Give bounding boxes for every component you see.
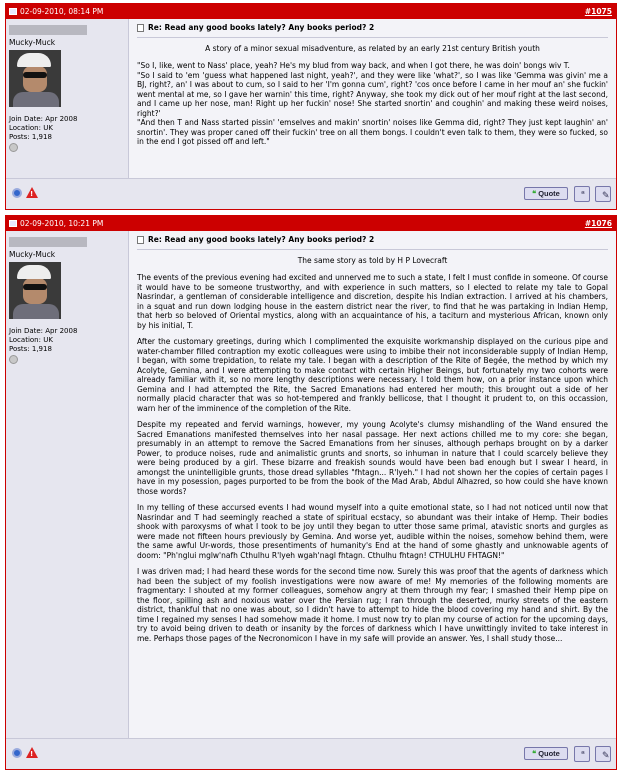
user-info bbox=[9, 115, 77, 142]
post-body bbox=[128, 231, 616, 739]
join-date: Join Date: Apr 2008 bbox=[9, 327, 78, 335]
post-paragraph: I was driven mad; I had heard these words for the second time now. Surely this was proof that the agents of darkness which had been the subject of my foolish investigations were now aware of me! My memories of the following moments are fragmentary: I shouted at my former colleagues, somehow angry at them through my fear; I smashed their Hemp pipe on the floor, spilling ash and noxious water over the Persian rug; I ran through the deserted, murky streets of the eastern district, thankful that no one was about, so I didn't have to attempt to hide the blood covering my hand and shirt. By the time I regained my senses I had somehow made it home. I must now try to plan my course of action for the upcoming days, try to avoid being driven to death or insanity by the forces of darkness which I have unwittingly invited to take interest in me. Perhaps those pages of the Necronomicon I have in my safe will provide an answer. Yes, I shall study those... bbox=[137, 567, 608, 643]
user-location: Location: UK bbox=[9, 124, 53, 132]
post-icon bbox=[9, 8, 17, 15]
multi-quote-button[interactable]: “ bbox=[574, 746, 590, 762]
quote-button[interactable]: ❝ Quote bbox=[524, 747, 568, 760]
post-paragraph: "So I, like, went to Nass' place, yeah? He's my blud from way back, and when I got there, he was doin' bongs wiv T. "So I said to 'em 'guess what happened last night, yeah?', and they were like 'what?', so I was like 'Gemma was givin' me a BJ, right?, an' I was about to cum, so I said to her 'I'm gonna cum', right? 'cos once before I came in her mouf an' she fuckin' went mental at me, so I gave her warnin' this time, right? Anyway, she took my dick out of her mouf right at the last second, and I came up her nose, man! Right up her fuckin' nose! She started snortin' and coughin' and making these weird noises, right?' "And then T and Nass started pissin' 'emselves and makin' snortin' noises like Gemma did, right? They just kept laughin' an' snortin'. They was proper caned off their fuckin' tree on all them bongs. I couldn't even talk to them, they were so fucked, so in the end I got pissed off and left." bbox=[137, 61, 608, 146]
join-date: Join Date: Apr 2008 bbox=[9, 115, 78, 123]
post-title bbox=[137, 235, 608, 245]
post-number-link[interactable]: #1076 bbox=[584, 219, 612, 228]
post-title bbox=[137, 23, 608, 33]
post-count: Posts: 1,918 bbox=[9, 133, 52, 141]
post-count: Posts: 1,918 bbox=[9, 345, 52, 353]
quote-icon: ❝ bbox=[532, 749, 537, 758]
post-header bbox=[6, 4, 616, 19]
post-subtitle: The same story as told by H P Lovecraft bbox=[297, 255, 448, 265]
post-footer bbox=[6, 738, 616, 769]
user-sidebar bbox=[6, 231, 126, 739]
post-header bbox=[6, 216, 616, 231]
post-icon bbox=[9, 220, 17, 227]
report-post-icon[interactable]: ! bbox=[26, 187, 38, 198]
multi-quote-button[interactable]: “ bbox=[574, 186, 590, 202]
user-sidebar bbox=[6, 19, 126, 179]
divider bbox=[137, 249, 608, 250]
document-icon bbox=[137, 236, 144, 244]
post-paragraph: Despite my repeated and fervid warnings, however, my young Acolyte's clumsy mishandling of the Wand ensured the Sacred Emanations manifested themselves into her nasal passage. Her next actions chilled me to my core: she began, presumably in an attempt to remove the Sacred Emanations from her sinuses, although perhaps brought on by a darker Power, to produce noises, rude and animalistic grunts and snorts, so inhuman in nature that I could scarcely believe they were being produced by a girl. These bizarre and freakish sounds would have been bad enough but I swear I heard, in amongst the unintelligible grunts, those dread syllables "fhtagn... R'lyeh." I had not shown her the copies of certain pages I have in my posession, pages purported to be from the book of the Mad Arab, Abdul Alhazred, so how could she have known those words? bbox=[137, 420, 608, 496]
user-title-bar bbox=[9, 25, 87, 35]
offline-status-icon bbox=[9, 143, 18, 152]
user-location: Location: UK bbox=[9, 336, 53, 344]
username[interactable]: Mucky-Muck bbox=[9, 38, 56, 47]
user-title-bar bbox=[9, 237, 87, 247]
post-title-text: Re: Read any good books lately? Any books period? 2 bbox=[148, 235, 375, 244]
quote-icon: ❝ bbox=[532, 189, 537, 198]
post-1075 bbox=[5, 3, 617, 210]
report-post-icon[interactable]: ! bbox=[26, 747, 38, 758]
offline-status-icon bbox=[9, 355, 18, 364]
user-info bbox=[9, 327, 77, 354]
post-date: 02-09-2010, 10:21 PM bbox=[20, 219, 104, 228]
avatar[interactable] bbox=[9, 50, 61, 107]
user-status-icon[interactable] bbox=[12, 188, 22, 198]
edit-post-button[interactable]: ✎ bbox=[595, 746, 611, 762]
post-date: 02-09-2010, 08:14 PM bbox=[20, 7, 104, 16]
post-paragraph: After the customary greetings, during which I complimented the exquisite workmanship displayed on the curious pipe and water-chamber filled contraption my exotic colleagues were using to imbibe their not inconsiderable supply of Indian Hemp, I began, with some trepidation, to relate my tale. I began with a description of the Rite of Begée, the method by which my Acolyte, Gemina, and I were attempting to make contact with certain Higher Beings, but fortunately my two cohorts were already familiar with it, so no more lengthy descriptions were necessary. I told them how, on a prior instance upon which Gemina and I had attempted the Rite, the Sacred Emanations had entered her mouth; this brought out a side of her normally placid character that was so hot-tempered and frankly bellicose, that I thought it prudent to, on this occassion, warn her of the imminence of the completion of the Rite. bbox=[137, 337, 608, 413]
quote-button[interactable]: ❝ Quote bbox=[524, 187, 568, 200]
document-icon bbox=[137, 24, 144, 32]
post-subtitle: A story of a minor sexual misadventure, as related by an early 21st century British youth bbox=[205, 43, 540, 53]
post-body bbox=[128, 19, 616, 179]
post-paragraph: The events of the previous evening had excited and unnerved me to such a state, I felt I must confide in someone. Of course it would have to be someone trustworthy, and with experience in such matters, so I elected to relate my tale to Gopal Nasrindar, a gentleman of considerable intelligence and discretion, despite his Indian extraction. I arrived at his chambers, in a squat and run down lodging house in the eastern district near the river, to find that he was partaking in Indian Hemp, that herb so beloved of Oriental mystics, along with an acquaintance of his, a taciturn and mysterious African, known only by his initial, T. bbox=[137, 273, 608, 330]
username[interactable]: Mucky-Muck bbox=[9, 250, 56, 259]
post-1076 bbox=[5, 215, 617, 770]
user-status-icon[interactable] bbox=[12, 748, 22, 758]
avatar[interactable] bbox=[9, 262, 61, 319]
edit-post-button[interactable]: ✎ bbox=[595, 186, 611, 202]
post-paragraph: In my telling of these accursed events I had wound myself into a quite emotional state, so I had not noticed until now that Nasrindar and T had seemingly reached a state of spiritual ecstacy, so abundant was their intake of Hemp. Their bodies shook with paroxysms of what I took to be joy until they began to utter those same primal, atavistic snorts and gurgles as were made not fifteen hours previously by Gemina. And worse yet, audible within the noises, somehow behind them, were the same awful Ur-words, those presentiments of humanity's End at the hand of some ghastly and unknowable agents of doom: "Ph'nglui mglw'nafh Cthulhu R'lyeh wgah'nagl fhtagn. Cthulhu fhtagn! CTHULHU FHTAGN!" bbox=[137, 503, 608, 560]
post-footer bbox=[6, 178, 616, 209]
divider bbox=[137, 37, 608, 38]
post-number-link[interactable]: #1075 bbox=[584, 7, 612, 16]
post-title-text: Re: Read any good books lately? Any books period? 2 bbox=[148, 23, 375, 32]
